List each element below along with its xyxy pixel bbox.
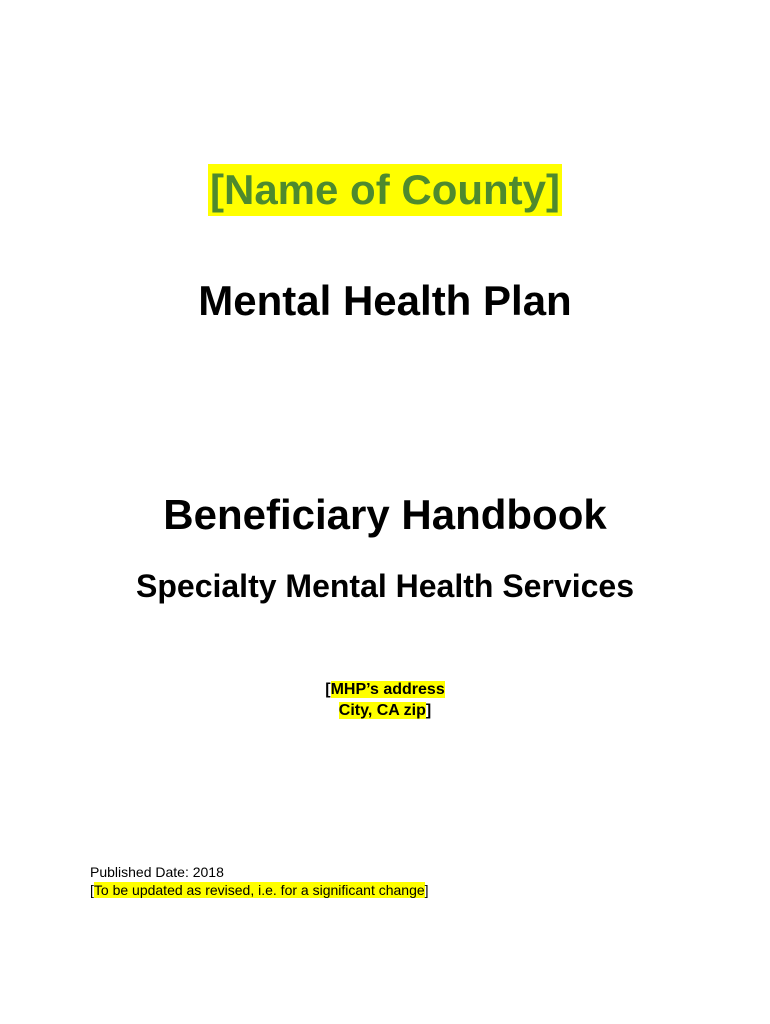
subtitle: Specialty Mental Health Services [136,568,634,604]
revision-note-text: To be updated as revised, i.e. for a significant change [93,882,425,898]
revision-note [90,881,429,899]
address-line-2-text: City, CA zip [338,702,426,719]
published-date: Published Date: 2018 [90,864,224,880]
handbook-title: Beneficiary Handbook [163,491,607,538]
address-block [0,679,770,721]
revision-open-bracket: [ [90,882,94,898]
address-open-bracket: [ [325,681,331,698]
address-close-bracket: ] [425,702,432,719]
address-line-1 [0,679,770,700]
plan-title: Mental Health Plan [198,277,572,324]
revision-close-bracket: ] [424,882,429,898]
address-line-2 [0,700,770,721]
county-name-text: [Name of County] [208,164,562,216]
address-line-1-text: MHP’s address [330,681,445,698]
county-name-placeholder [0,164,770,216]
publication-info [90,863,429,899]
